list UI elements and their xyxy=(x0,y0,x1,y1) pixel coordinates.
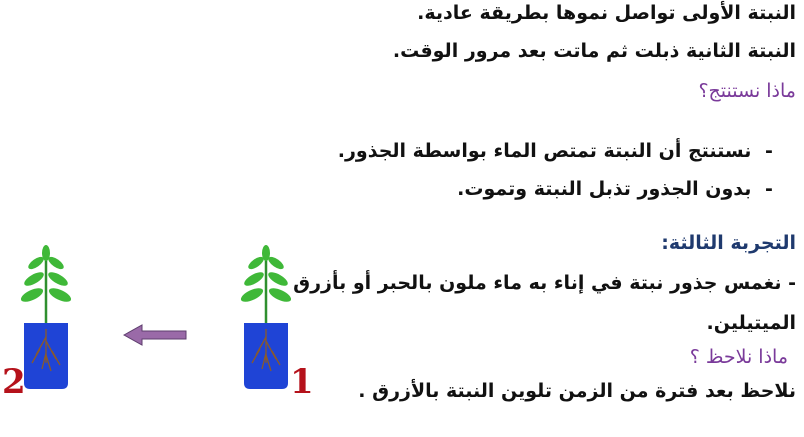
observation-text: نلاحظ بعد فترة من الزمن تلوين النبتة بالأزرق . xyxy=(358,380,796,402)
question-conclude: ماذا نستنتج؟ xyxy=(698,80,796,102)
plant-experiment-figure xyxy=(0,245,320,395)
bullet-dash: - xyxy=(765,178,773,200)
question-observe: ماذا نلاحظ ؟ xyxy=(689,346,788,368)
label-plant-2: 2 xyxy=(2,362,26,402)
conclusion-item-2 xyxy=(457,178,780,200)
arrow-left-icon xyxy=(124,325,186,345)
paragraph-line-1: النبتة الأولى تواصل نموها بطريقة عادية. xyxy=(417,2,796,24)
conclusion-text-1: نستنتج أن النبتة تمتص الماء بواسطة الجذور. xyxy=(337,140,752,162)
label-plant-1: 1 xyxy=(290,362,314,402)
experiment-title: التجربة الثالثة: xyxy=(661,232,796,254)
experiment-text-line-2: الميتيلين. xyxy=(706,312,796,334)
plant-1-icon xyxy=(239,245,293,389)
experiment-text-line-1: - نغمس جذور نبتة في إناء به ماء ملون بالحبر أو بأزرق xyxy=(293,272,796,294)
conclusion-text-2: بدون الجذور تذبل النبتة وتموت. xyxy=(457,178,752,200)
plant-2-icon xyxy=(19,245,73,389)
conclusion-item-1 xyxy=(338,140,780,162)
paragraph-line-2: النبتة الثانية ذبلت ثم ماتت بعد مرور الوقت. xyxy=(392,40,796,62)
bullet-dash: - xyxy=(765,140,773,162)
